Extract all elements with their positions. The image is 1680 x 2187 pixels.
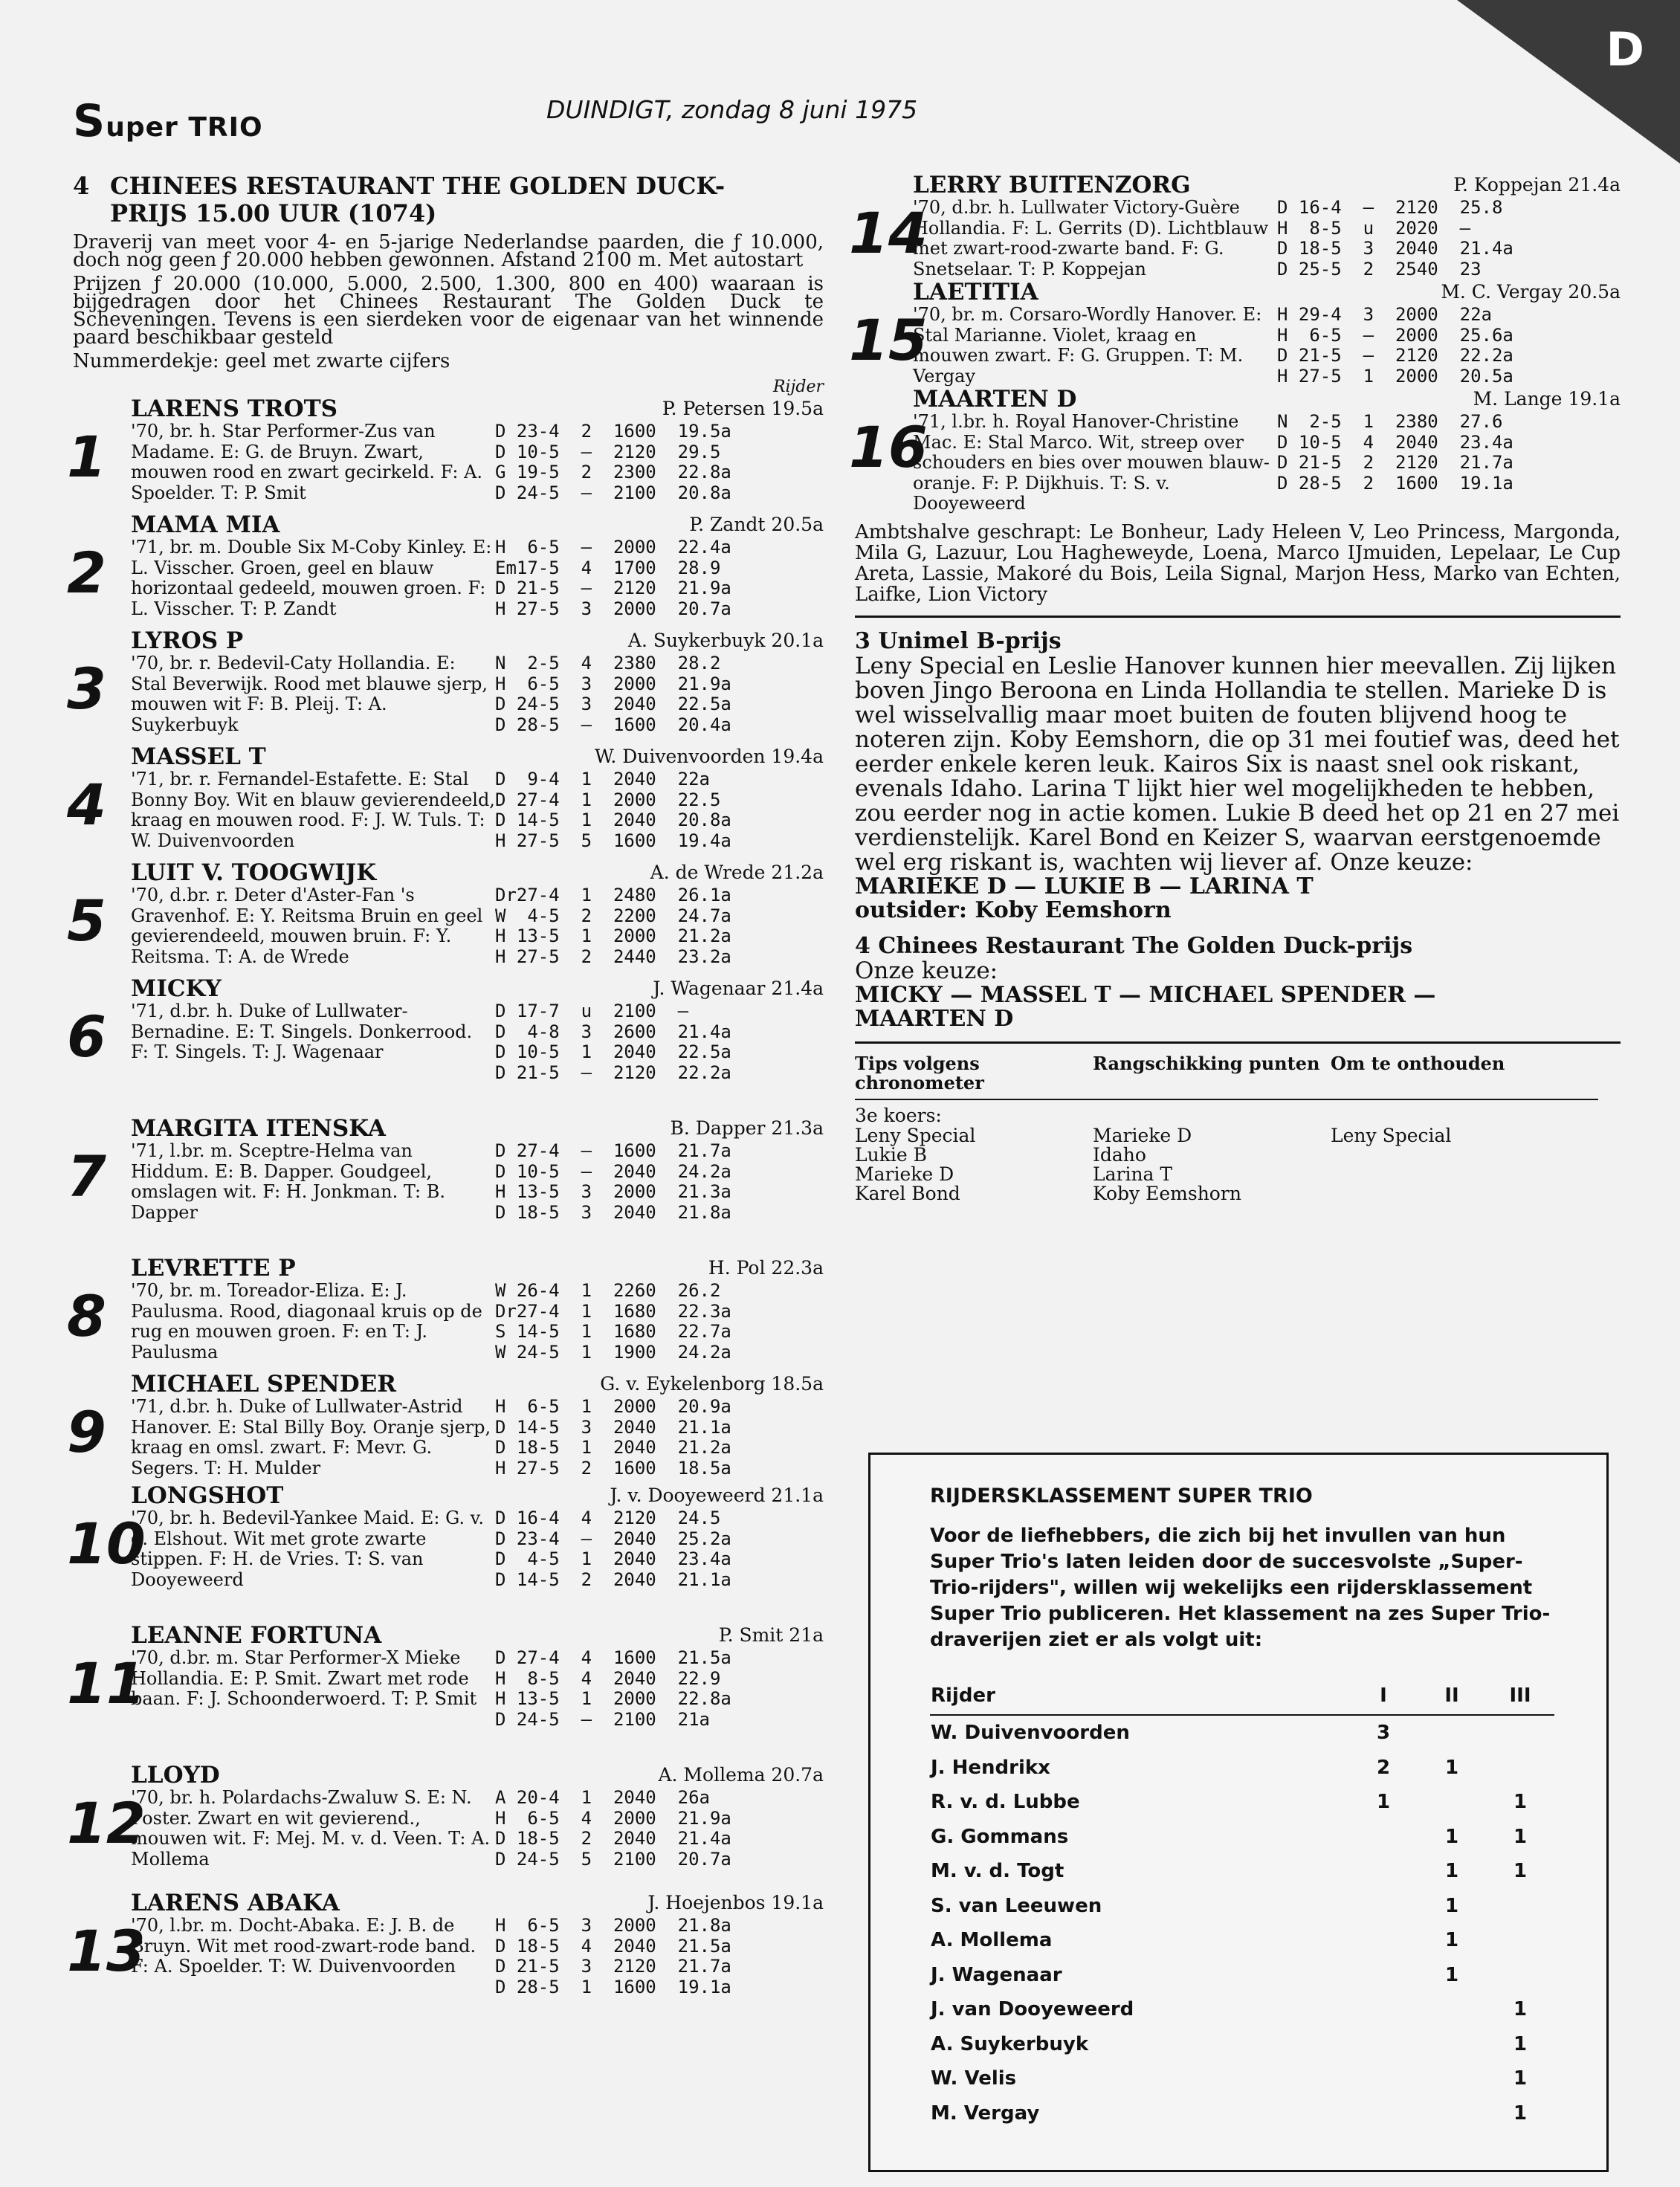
ranking-row [930, 1715, 1554, 1751]
placing-count [1349, 2061, 1418, 2096]
horse-entry [67, 1762, 824, 1870]
form-line: D 18-5 3 2040 21.4a [1277, 238, 1513, 259]
ranking-row [930, 1992, 1554, 2027]
form-line: D 24-5 3 2040 22.5a [495, 694, 731, 714]
horse-name: MICHAEL SPENDER [131, 1371, 396, 1398]
rider-name: W. Duivenvoorden [931, 1722, 1130, 1745]
horse-trainer: G. v. Eykelenborg 18.5a [600, 1373, 824, 1395]
horse-trainer: P. Zandt 20.5a [689, 514, 824, 535]
horse-description: '71, d.br. h. Duke of Lullwater-Astrid Hanover. E: Stal Billy Boy. Oranje sjerp, kraag en omsl. zwart. F: Mevr. G. Segers. T: H. Mulder [131, 1396, 491, 1479]
horse-form-lines [495, 653, 731, 735]
horse-trainer: J. Wagenaar 21.4a [653, 978, 824, 999]
horse-name: LARENS TROTS [131, 395, 338, 422]
form-line: D 21-5 — 2120 22.2a [495, 1062, 731, 1083]
horse-entry [67, 1115, 824, 1223]
horse-info [131, 885, 824, 967]
tip-entry: Karel Bond [855, 1182, 960, 1204]
horse-number: 14 [849, 200, 928, 266]
horse-description: '70, br. h. Star Performer-Zus van Madame. E: G. de Bruyn. Zwart, mouwen rood en zwart gecirkeld. F: A. Spoelder. T: P. Smit [131, 421, 483, 503]
placing-count: 1 [1444, 1894, 1459, 1917]
horse-form-lines [495, 421, 731, 503]
placing-count [1418, 2027, 1486, 2062]
ranking-title: RIJDERSKLASSEMENT SUPER TRIO [930, 1485, 1313, 1508]
horse-name: MICKY [131, 975, 222, 1002]
form-line: H 27-5 2 2440 23.2a [495, 946, 731, 967]
form-line: D 4-8 3 2600 21.4a [495, 1021, 731, 1042]
form-line: H 27-5 2 1600 18.5a [495, 1457, 731, 1479]
placing-count [1418, 2061, 1486, 2096]
horse-trainer: M. C. Vergay 20.5a [1441, 281, 1621, 303]
horse-number: 12 [67, 1790, 146, 1856]
horse-number: 1 [67, 424, 106, 490]
horse-trainer: A. de Wrede 21.2a [650, 862, 824, 883]
form-line: H 6-5 — 2000 22.4a [495, 537, 731, 558]
horse-form-lines [495, 1648, 731, 1730]
form-line: Dr27-4 1 2480 26.1a [495, 885, 731, 905]
tip-entry: Marieke D [855, 1163, 954, 1185]
horse-form-lines [495, 1508, 731, 1590]
placing-count: 1 [1513, 1998, 1528, 2021]
horse-name: MARGITA ITENSKA [131, 1115, 386, 1142]
placing-count: 1 [1444, 1929, 1459, 1952]
horse-name: LONGSHOT [131, 1482, 284, 1509]
tip-entry: Lukie B [855, 1143, 927, 1166]
horse-list [67, 395, 824, 1997]
horse-entry [67, 859, 824, 967]
form-line: G 19-5 2 2300 22.8a [495, 462, 731, 482]
koers-label: 3e koers: [855, 1104, 942, 1126]
horse-entry [849, 172, 1621, 280]
horse-info [131, 769, 824, 851]
rider-name: S. van Leeuwen [931, 1894, 1102, 1917]
form-line: D 18-5 4 2040 21.5a [495, 1935, 731, 1957]
horse-number: 13 [67, 1918, 146, 1984]
horse-entry [67, 975, 824, 1083]
horse-info [131, 1916, 824, 1997]
horse-description: '70, d.br. m. Star Performer-X Mieke Hollandia. E: P. Smit. Zwart met rode baan. F: J. Schoonderwoerd. T: P. Smit [131, 1647, 477, 1709]
horse-name: MAARTEN D [913, 386, 1077, 413]
horse-name: MASSEL T [131, 743, 266, 770]
tip-entry: Leny Special [855, 1124, 976, 1146]
horse-number: 9 [67, 1399, 106, 1465]
placing-count [1486, 1889, 1554, 1924]
horse-list-continued [849, 172, 1621, 514]
horse-entry [67, 743, 824, 851]
horse-name: LYROS P [131, 627, 244, 654]
horse-trainer: B. Dapper 21.3a [670, 1117, 824, 1139]
rider-name: G. Gommans [931, 1825, 1069, 1848]
placing-count: 1 [1376, 1791, 1391, 1814]
ranking-col-header: III [1486, 1684, 1554, 1715]
horse-number: 5 [67, 888, 106, 954]
ranking-col-header: II [1418, 1684, 1486, 1715]
horse-entry [67, 1622, 824, 1730]
section-letter: D [1606, 22, 1644, 77]
horse-number: 11 [67, 1650, 146, 1716]
chinees-choice: MICKY — MASSEL T — MICHAEL SPENDER — [855, 981, 1436, 1008]
placing-count: 1 [1513, 1860, 1528, 1883]
form-line: D 9-4 1 2040 22a [495, 769, 710, 789]
form-line: D 10-5 — 2120 29.5 [495, 441, 721, 462]
rider-name: M. Vergay [931, 2102, 1040, 2125]
horse-info [131, 1141, 824, 1223]
horse-form-lines [495, 1281, 731, 1363]
placing-count [1486, 1715, 1554, 1751]
placing-count [1418, 1785, 1486, 1820]
horse-name: LERRY BUITENZORG [913, 172, 1191, 198]
horse-description: '70, d.br. r. Deter d'Aster-Fan 's Gravenhof. E: Y. Reitsma Bruin en geel gevierendeeld, mouwen bruin. F: Y. Reitsma. T: A. de Wrede [131, 885, 483, 967]
form-line: H 6-5 4 2000 21.9a [495, 1807, 731, 1829]
horse-info [131, 1788, 824, 1870]
tips-columns [855, 1126, 1621, 1204]
form-line: S 14-5 1 1680 22.7a [495, 1321, 731, 1342]
form-line: D 14-5 1 2040 20.8a [495, 810, 731, 830]
corner-tab [1457, 0, 1680, 164]
horse-description: '71, l.br. h. Royal Hanover-Christine Mac. E: Stal Marco. Wit, streep over schouders en bies over mouwen blauw-oranje. F: P. Dijkhuis. T: S. v. Dooyeweerd [913, 411, 1270, 514]
horse-info [131, 653, 824, 735]
unimel-choice: MARIEKE D — LUKIE B — LARINA T [855, 873, 1314, 899]
rider-column-header: Rijder [772, 378, 824, 396]
horse-description: '70, br. r. Bedevil-Caty Hollandia. E: Stal Beverwijk. Rood met blauwe sjerp, mouwen wit F: B. Pleij. T: A. Suykerbuyk [131, 653, 488, 735]
placing-count [1349, 2096, 1418, 2131]
horse-info [913, 305, 1621, 387]
form-line: D 10-5 4 2040 23.4a [1277, 431, 1513, 453]
chinees-label: Onze keuze: [855, 957, 998, 984]
rider-name: R. v. d. Lubbe [931, 1791, 1080, 1814]
tip-entry: Marieke D [1093, 1124, 1192, 1146]
placing-count [1418, 2096, 1486, 2131]
horse-number: 3 [67, 656, 106, 722]
placing-count: 1 [1444, 1825, 1459, 1848]
placing-count: 1 [1513, 2032, 1528, 2055]
form-line: H 6-5 1 2000 20.9a [495, 1396, 731, 1417]
form-line: Em17-5 4 1700 28.9 [495, 557, 721, 578]
horse-description: '70, l.br. m. Docht-Abaka. E: J. B. de Bruyn. Wit met rood-zwart-rode band. F: A. Spoelder. T: W. Duivenvoorden [131, 1915, 476, 1977]
horse-number: 4 [67, 772, 106, 838]
horse-form-lines [495, 1001, 731, 1083]
form-line: H 6-5 3 2000 21.9a [495, 673, 731, 694]
form-line: D 23-4 2 1600 19.5a [495, 421, 731, 442]
horse-info [131, 1281, 824, 1363]
form-line: D 24-5 5 2100 20.7a [495, 1848, 731, 1870]
form-line: H 29-4 3 2000 22a [1277, 304, 1492, 325]
form-line: D 21-5 — 2120 22.2a [1277, 345, 1513, 366]
form-line: H 13-5 1 2000 22.8a [495, 1688, 731, 1709]
form-line: D 28-5 — 1600 20.4a [495, 714, 731, 735]
form-line: N 2-5 4 2380 28.2 [495, 653, 721, 673]
ranking-col-header: I [1349, 1684, 1418, 1715]
form-line: D 27-4 4 1600 21.5a [495, 1647, 731, 1668]
form-line: D 4-5 1 2040 23.4a [495, 1548, 731, 1569]
form-line: D 17-7 u 2100 — [495, 1001, 689, 1021]
ranking-col-header: Rijder [930, 1684, 1349, 1715]
form-line: D 16-4 4 2120 24.5 [495, 1508, 721, 1528]
form-line: D 27-4 — 1600 21.7a [495, 1140, 731, 1161]
horse-description: '71, d.br. h. Duke of Lullwater-Bernadine. E: T. Singels. Donkerrood. F: T. Singels. T: J. Wagenaar [131, 1001, 473, 1062]
form-line: Dr27-4 1 1680 22.3a [495, 1300, 731, 1322]
horse-entry [67, 1482, 824, 1590]
form-line: N 2-5 1 2380 27.6 [1277, 411, 1503, 432]
horse-form-lines [495, 885, 731, 967]
horse-entry [849, 279, 1621, 387]
form-line: H 27-5 1 2000 20.5a [1277, 365, 1513, 387]
placing-count [1349, 1889, 1418, 1924]
horse-entry [67, 395, 824, 503]
form-line: D 24-5 — 2100 20.8a [495, 482, 731, 503]
horse-trainer: A. Suykerbuyk 20.1a [627, 630, 824, 651]
form-line: D 18-5 3 2040 21.8a [495, 1201, 731, 1223]
tip-entry: Idaho [1093, 1143, 1146, 1166]
form-line: D 21-5 2 2120 21.7a [1277, 452, 1513, 473]
horse-name: LLOYD [131, 1762, 220, 1789]
horse-form-lines [495, 1916, 731, 1997]
form-line: H 8-5 4 2040 22.9 [495, 1667, 721, 1689]
horse-entry [67, 1371, 824, 1479]
form-line: H 13-5 1 2000 21.2a [495, 925, 731, 946]
horse-form-lines [495, 1141, 731, 1223]
ranking-row [930, 1923, 1554, 1958]
form-line: H 27-5 3 2000 20.7a [495, 598, 731, 619]
horse-trainer: M. Lange 19.1a [1473, 388, 1621, 410]
ranking-row [930, 1751, 1554, 1786]
ranking-intro: Voor de liefhebbers, die zich bij het invullen van hun Super Trio's laten leiden door de succesvolste „Super-Trio-rijders", willen wij wekelijks een rijdersklassement Super Trio publiceren. Het klassement na zes Super Trio-draverijen ziet er als volgt uit: [930, 1525, 1551, 1651]
placing-count [1486, 1923, 1554, 1958]
ranking-row [930, 2027, 1554, 2062]
form-line: D 16-4 — 2120 25.8 [1277, 197, 1503, 218]
placing-count [1349, 1854, 1418, 1889]
form-line: D 21-5 3 2120 21.7a [495, 1956, 731, 1977]
divider [855, 616, 1621, 618]
form-line: D 23-4 — 2040 25.2a [495, 1528, 731, 1549]
ranking-box [868, 1453, 1609, 2172]
horse-info [131, 1001, 824, 1083]
horse-number: 16 [849, 414, 928, 480]
horse-form-lines [495, 1788, 731, 1870]
horse-number: 10 [67, 1511, 146, 1577]
ranking-row [930, 1820, 1554, 1855]
unimel-outsider: outsider: Koby Eemshorn [855, 897, 1172, 923]
race-conditions: Draverij van meet voor 4- en 5-jarige Nederlandse paarden, die ƒ 10.000, doch nog geen ƒ 20.000 hebben gewonnen. Afstand 2100 m. Met autostart [73, 231, 824, 271]
horse-name: LARENS ABAKA [131, 1890, 340, 1916]
placing-count [1486, 1958, 1554, 1993]
placing-count: 1 [1444, 1756, 1459, 1779]
ranking-row [930, 2061, 1554, 2096]
placing-count [1349, 2027, 1418, 2062]
scratched-list: Ambtshalve geschrapt: Le Bonheur, Lady Heleen V, Leo Princess, Margonda, Mila G, Lazuur, Lou Hagheweyde, Loena, Marco IJmuiden, Lepelaar, Le Cup Areta, Lassie, Makoré du Bois, Leila Signal, Marjon Hess, Marko van Echten, Laifke, Lion Victory [855, 520, 1621, 606]
horse-trainer: P. Petersen 19.5a [662, 398, 824, 419]
tip-entry: Larina T [1093, 1163, 1173, 1185]
horse-name: LAETITIA [913, 279, 1038, 306]
placing-count [1349, 1923, 1418, 1958]
page-header-title: DUINDIGT, zondag 8 juni 1975 [546, 95, 918, 124]
super-trio-logo: Super TRIO [73, 95, 263, 147]
left-column [67, 172, 824, 1997]
horse-trainer: A. Mollema 20.7a [658, 1764, 824, 1786]
rider-name: J. Hendrikx [931, 1756, 1050, 1779]
chinees-choice-cont: MAARTEN D [855, 1005, 1014, 1032]
horse-description: '70, br. m. Corsaro-Wordly Hanover. E: Stal Marianne. Violet, kraag en mouwen zwart. F: G. Gruppen. T: M. Vergay [913, 304, 1262, 387]
number-cloth-note: Nummerdekje: geel met zwarte cijfers [73, 350, 450, 372]
horse-form-lines [1277, 305, 1513, 387]
form-line: W 24-5 1 1900 24.2a [495, 1341, 731, 1363]
horse-entry [67, 511, 824, 619]
horse-name: LEANNE FORTUNA [131, 1622, 382, 1649]
horse-description: '70, br. h. Polardachs-Zwaluw S. E: N. Poster. Zwart en wit gevierend., mouwen wit. F: Mej. M. v. d. Veen. T: A. Mollema [131, 1787, 491, 1870]
form-line: W 26-4 1 2260 26.2 [495, 1280, 721, 1301]
horse-name: LUIT V. TOOGWIJK [131, 859, 377, 886]
ranking-table [930, 1684, 1554, 2131]
rider-name: M. v. d. Togt [931, 1860, 1064, 1883]
horse-entry [849, 386, 1621, 514]
rider-name: J. Wagenaar [931, 1963, 1062, 1986]
horse-info [913, 198, 1621, 280]
placing-count: 3 [1376, 1722, 1391, 1745]
placing-count [1349, 1820, 1418, 1855]
divider [855, 1041, 1621, 1044]
horse-name: MAMA MIA [131, 511, 280, 538]
form-line: D 28-5 1 1600 19.1a [495, 1976, 731, 1997]
horse-form-lines [495, 769, 731, 851]
horse-number: 8 [67, 1283, 106, 1349]
placing-count: 1 [1513, 2102, 1528, 2125]
horse-number: 15 [849, 307, 928, 373]
horse-number: 6 [67, 1004, 106, 1070]
horse-description: '70, br. h. Bedevil-Yankee Maid. E: G. v. d. Elshout. Wit met grote zwarte stippen. F: H. de Vries. T: S. van Dooyeweerd [131, 1508, 485, 1590]
horse-info [131, 1397, 824, 1479]
form-line: H 8-5 u 2020 — [1277, 217, 1471, 239]
placing-count: 2 [1376, 1756, 1391, 1779]
horse-info [131, 537, 824, 619]
horse-info [131, 1648, 824, 1730]
horse-info [913, 412, 1621, 514]
placing-count: 1 [1513, 1791, 1528, 1814]
form-line: D 10-5 1 2040 22.5a [495, 1041, 731, 1062]
form-line: D 14-5 2 2040 21.1a [495, 1569, 731, 1590]
horse-trainer: P. Koppejan 21.4a [1453, 174, 1621, 196]
form-line: H 6-5 — 2000 25.6a [1277, 324, 1513, 346]
horse-number: 7 [67, 1143, 106, 1209]
ranking-row [930, 1889, 1554, 1924]
form-line: D 27-4 1 2000 22.5 [495, 789, 721, 810]
horse-form-lines [495, 537, 731, 619]
unimel-analysis: Leny Special en Leslie Hanover kunnen hier meevallen. Zij lijken boven Jingo Beroona en Linda Hollandia te stellen. Marieke D is wel wisselvallig maar moet buiten de fouten blijvend hoog te noteren zijn. Koby Eemshorn, die op 31 mei foutief was, deed het eerder enkele keren leuk. Kairos Six is naast snel ook riskant, evenals Idaho. Larina T lijkt hier wel mogelijkheden te hebben, zou eerder nog in actie komen. Lukie B deed het op 21 en 27 mei verdienstelijk. Karel Bond en Keizer S, waarvan eerstgenoemde wel erg riskant is, wachten wij liever af. Onze keuze: [855, 652, 1620, 876]
horse-trainer: W. Duivenvoorden 19.4a [595, 746, 824, 767]
tip-entry: Leny Special [1331, 1124, 1452, 1146]
unimel-title: 3 Unimel B-prijs [855, 627, 1062, 654]
horse-trainer: H. Pol 22.3a [708, 1257, 824, 1279]
placing-count [1349, 1992, 1418, 2027]
form-line: D 28-5 2 1600 19.1a [1277, 472, 1513, 494]
form-line: H 27-5 5 1600 19.4a [495, 830, 731, 851]
horse-trainer: P. Smit 21a [718, 1624, 824, 1646]
horse-description: '71, br. m. Double Six M-Coby Kinley. E: L. Visscher. Groen, geel en blauw horizontaal gedeeld, mouwen groen. F: L. Visscher. T: P. Zandt [131, 537, 492, 619]
horse-info [131, 1508, 824, 1590]
placing-count: 1 [1444, 1963, 1459, 1986]
horse-description: '71, br. r. Fernandel-Estafette. E: Stal Bonny Boy. Wit en blauw gevierendeeld, kraag en mouwen rood. F: J. W. Tuls. T: W. Duivenvoorden [131, 769, 495, 851]
placing-count: 1 [1444, 1860, 1459, 1883]
form-line: A 20-4 1 2040 26a [495, 1787, 710, 1808]
ranking-row [930, 1854, 1554, 1889]
form-line: W 4-5 2 2200 24.7a [495, 905, 731, 926]
rider-name: A. Mollema [931, 1929, 1053, 1952]
rider-name: J. van Dooyeweerd [931, 1998, 1134, 2021]
horse-entry [67, 1890, 824, 1997]
tips-header: Tips volgens chronometer Rangschikking punten Om te onthouden [855, 1052, 1505, 1094]
placing-count [1349, 1958, 1418, 1993]
tip-entry: Koby Eemshorn [1093, 1182, 1241, 1204]
form-line: D 21-5 — 2120 21.9a [495, 578, 731, 598]
form-line: D 18-5 2 2040 21.4a [495, 1828, 731, 1849]
horse-name: LEVRETTE P [131, 1255, 296, 1282]
horse-description: '70, br. m. Toreador-Eliza. E: J. Paulusma. Rood, diagonaal kruis op de rug en mouwen groen. F: en T: J. Paulusma [131, 1280, 482, 1363]
rider-name: W. Velis [931, 2067, 1017, 2090]
placing-count: 1 [1513, 1825, 1528, 1848]
right-column [849, 172, 1621, 1204]
form-line: H 6-5 3 2000 21.8a [495, 1915, 731, 1936]
placing-count [1418, 1715, 1486, 1751]
horse-form-lines [1277, 412, 1513, 514]
chinees-title: 4 Chinees Restaurant The Golden Duck-prijs [855, 932, 1413, 959]
horse-number: 2 [67, 540, 106, 606]
race-prizes: Prijzen ƒ 20.000 (10.000, 5.000, 2.500, 1.300, 800 en 400) waaraan is bijgedragen door het Chinees Restaurant The Golden Duck te Scheveningen. Tevens is een sierdeken voor de eigenaar van het winnende paard beschikbaar gesteld [73, 273, 824, 349]
horse-form-lines [495, 1397, 731, 1479]
placing-count: 1 [1513, 2067, 1528, 2090]
horse-entry [67, 627, 824, 735]
horse-trainer: J. v. Dooyeweerd 21.1a [610, 1485, 824, 1506]
form-line: D 18-5 1 2040 21.2a [495, 1437, 731, 1458]
placing-count [1418, 1992, 1486, 2027]
race-title: 4 CHINEES RESTAURANT THE GOLDEN DUCK- PRIJS 15.00 UUR (1074) [73, 172, 726, 227]
ranking-row [930, 1958, 1554, 1993]
horse-form-lines [1277, 198, 1513, 280]
horse-description: '71, l.br. m. Sceptre-Helma van Hiddum. E: B. Dapper. Goudgeel, omslagen wit. F: H. Jonkman. T: B. Dapper [131, 1140, 445, 1223]
horse-entry [67, 1255, 824, 1363]
form-line: D 14-5 3 2040 21.1a [495, 1416, 731, 1438]
rider-name: A. Suykerbuyk [931, 2032, 1089, 2055]
form-line: D 10-5 — 2040 24.2a [495, 1160, 731, 1182]
horse-trainer: J. Hoejenbos 19.1a [647, 1892, 824, 1913]
form-line: D 25-5 2 2540 23 [1277, 258, 1482, 280]
ranking-row [930, 2096, 1554, 2131]
form-line: D 24-5 — 2100 21a [495, 1708, 710, 1730]
placing-count [1486, 1751, 1554, 1786]
ranking-row [930, 1785, 1554, 1820]
horse-info [131, 421, 824, 503]
horse-description: '70, d.br. h. Lullwater Victory-Guère Hollandia. F: L. Gerrits (D). Lichtblauw met zwart-rood-zwarte band. F: G. Snetselaar. T: P. Koppejan [913, 197, 1269, 280]
form-line: H 13-5 3 2000 21.3a [495, 1181, 731, 1202]
